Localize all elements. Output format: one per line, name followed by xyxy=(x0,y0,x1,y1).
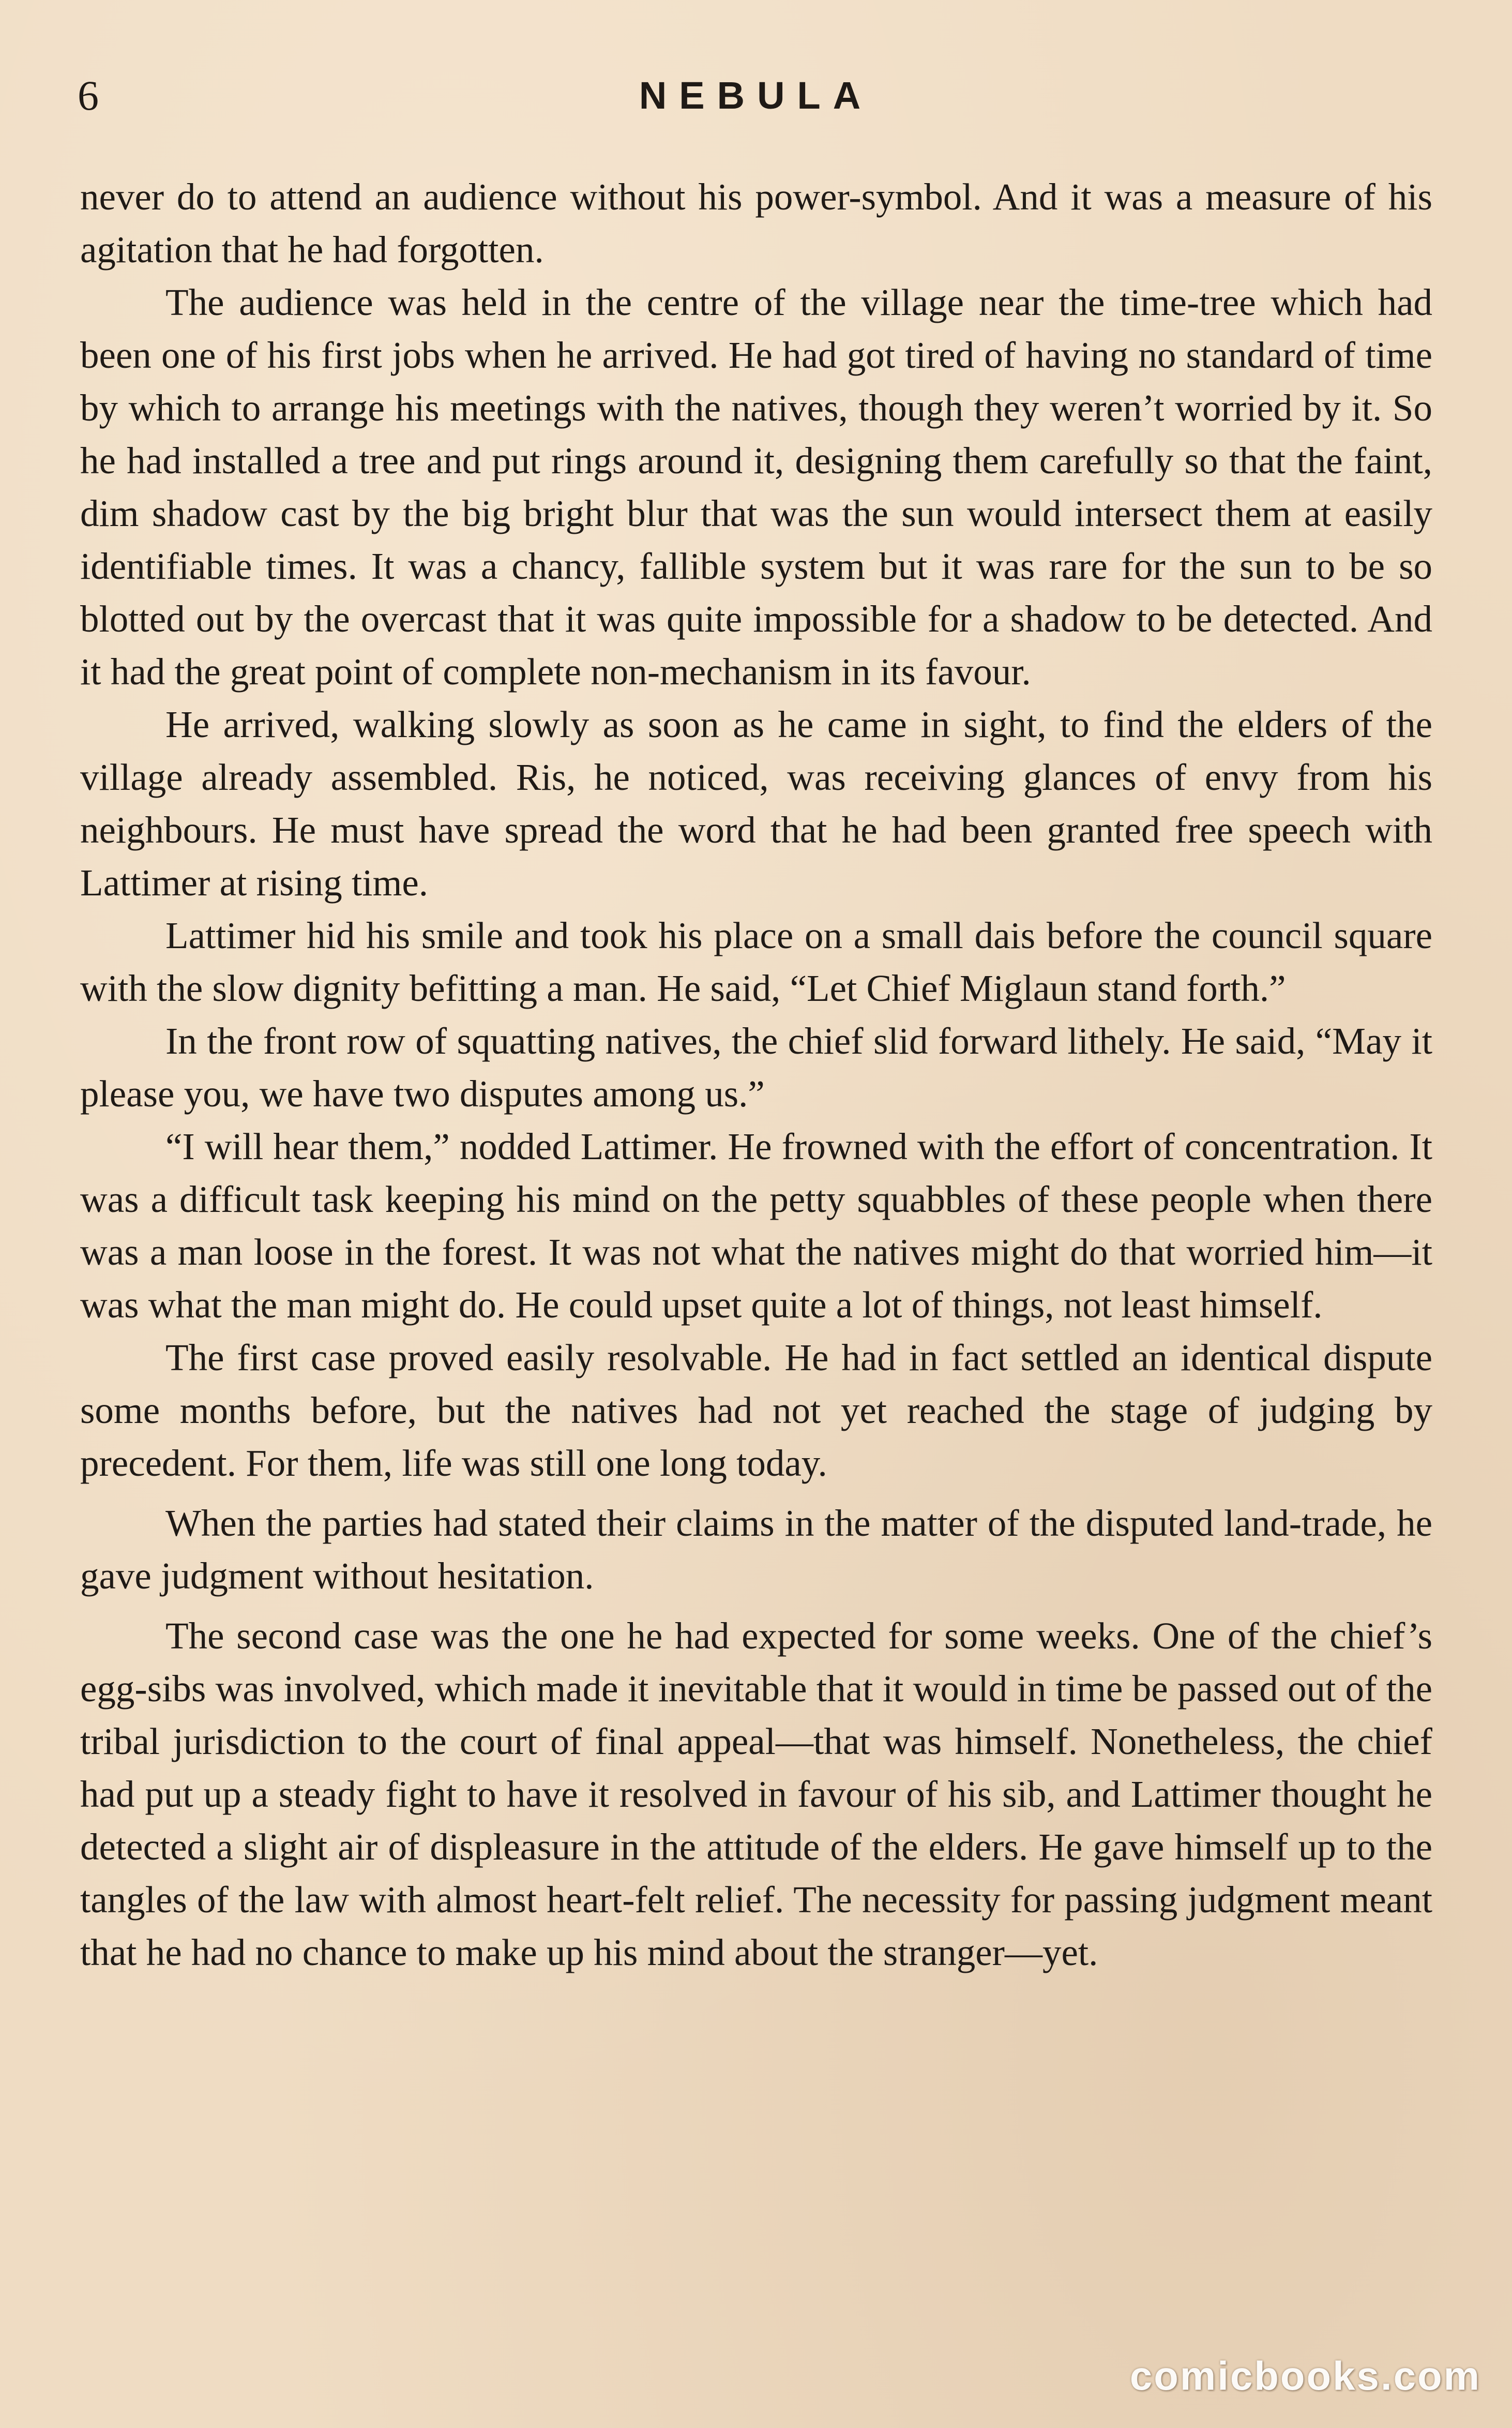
watermark: comicbooks.com xyxy=(1129,2353,1481,2399)
body-text xyxy=(80,171,1432,1979)
paragraph: The second case was the one he had expected for some weeks. One of the chief’s egg-sibs was involved, which made it inevitable that it would in time be passed out of the tribal jurisdiction to the court of final appeal—that was himself. Nonetheless, the chief had put up a steady fight to have it resolved in favour of his sib, and Lattimer thought he detected a slight air of displeasure in the attitude of the elders. He gave himself up to the tangles of the law with almost heart-felt relief. The necessity for passing judgment meant that he had no chance to make up his mind about the stranger—yet. xyxy=(80,1615,1432,1973)
page-number: 6 xyxy=(78,72,99,119)
paragraph: “I will hear them,” nodded Lattimer. He frowned with the effort of concentration. It was a difficult task keeping his mind on the petty squabbles of these people when there was a man loose in the forest. It was not what the natives might do that worried him—it was what the man might do. He could upset quite a lot of things, not least himself. xyxy=(80,1126,1432,1326)
paragraph: The audience was held in the centre of the village near the time-tree which had been one of his first jobs when he arrived. He had got tired of having no standard of time by which to arrange his meetings with the natives, though they weren’t worried by it. So he had installed a tree and put rings around it, designing them carefully so that the faint, dim shadow cast by the big bright blur that was the sun would intersect them at easily identifiable times. It was a chancy, fallible system but it was rare for the sun to be so blotted out by the overcast that it was quite impossible for a shadow to be detected. And it had the great point of complete non-mechanism in its favour. xyxy=(80,281,1432,693)
paragraph: He arrived, walking slowly as soon as he came in sight, to find the elders of the village already assembled. Ris, he noticed, was receiving glances of envy from his neighbours. He must have spread the word that he had been granted free speech with Lattimer at rising time. xyxy=(80,703,1432,904)
paragraph: Lattimer hid his smile and took his place on a small dais before the council square with the slow dignity befitting a man. He said, “Let Chief Miglaun stand forth.” xyxy=(80,915,1432,1009)
paragraph: In the front row of squatting natives, the chief slid forward lithely. He said, “May it please you, we have two disputes among us.” xyxy=(80,1020,1432,1115)
paragraph: When the parties had stated their claims in the matter of the disputed land-trade, he gave judgment without hesitation. xyxy=(80,1502,1432,1597)
paragraph: never do to attend an audience without his power-symbol. And it was a measure of his agitation that he had forgotten. xyxy=(80,176,1432,271)
running-title: NEBULA xyxy=(639,74,873,117)
page-header xyxy=(0,67,1512,124)
paragraph: The first case proved easily resolvable. He had in fact settled an identical dispute some months before, but the natives had not yet reached the stage of judging by precedent. For them, life was still one long today. xyxy=(80,1337,1432,1484)
